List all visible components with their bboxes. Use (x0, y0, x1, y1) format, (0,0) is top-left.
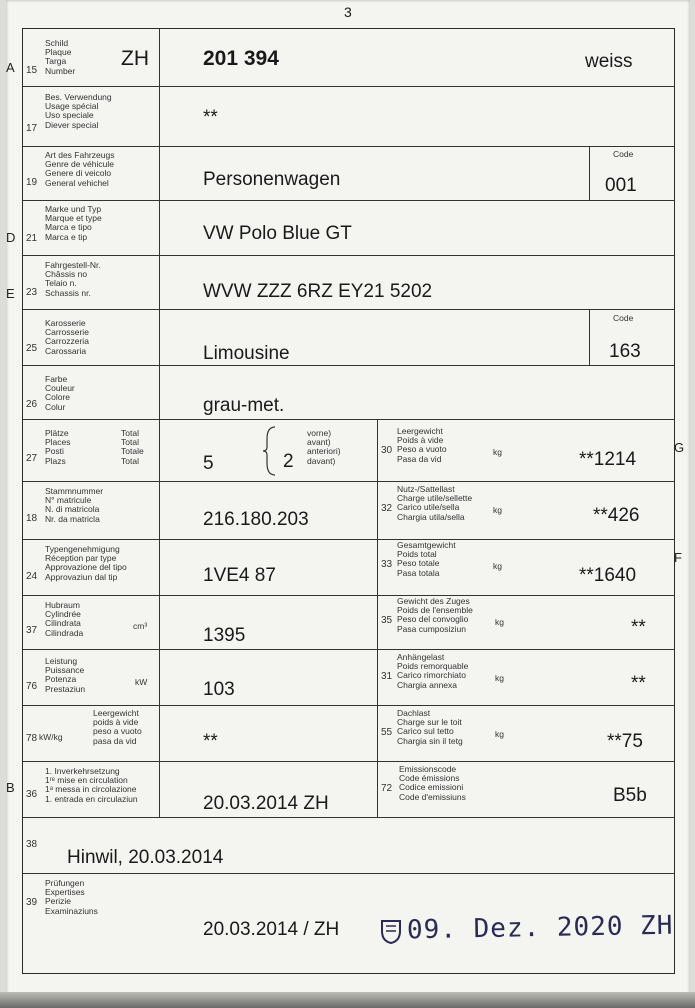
issue-place-date-value: Hinwil, 20.03.2014 (67, 847, 224, 868)
body-type-code-label: Code (613, 313, 634, 323)
field-35-label: Gewicht des Zuges Poids de l'ensemble Peso del convoglio Pasa cumposiziun (397, 596, 473, 634)
field-76-unit: kW (135, 677, 148, 687)
field-32-label: Nutz-/Sattellast Charge utile/sellette Carico utile/sella Chargia utila/sella (397, 484, 473, 522)
field-36-label: 1. Inverkehrsetzung 1ʳᵉ mise en circulation 1ᵃ messa in circolazione 1. entrada en circulaziun (45, 766, 138, 804)
seats-front-label: vorne) avant) anteriori) davant) (307, 428, 341, 466)
payload-value: **426 (593, 505, 640, 526)
color-value: grau-met. (203, 395, 285, 416)
trailer-load-value: ** (631, 673, 646, 694)
field-31-unit: kg (495, 673, 504, 683)
field-39-number: 39 (26, 897, 38, 908)
field-37-unit: cm³ (133, 621, 148, 631)
marker-d: D (6, 230, 16, 245)
plate-number: 201 394 (203, 47, 279, 70)
vehicle-type-code: 001 (605, 175, 637, 196)
field-27-label: Plätze Places Posti Plazs (45, 428, 71, 466)
field-39-label: Prüfungen Expertises Perizie Examinaziuns (45, 878, 98, 916)
field-72-label: Emissionscode Code émissions Codice emissioni Code d'emissiuns (399, 764, 466, 802)
field-25-label: Karosserie Carrosserie Carrozzeria Carossaria (45, 318, 89, 356)
field-78-label: Leergewicht poids à vide peso a vuoto pasa da vid (93, 708, 142, 746)
field-31-number: 31 (381, 671, 393, 682)
field-15-number: 15 (26, 65, 38, 76)
special-usage-value: ** (203, 107, 218, 128)
type-approval-value: 1VE4 87 (203, 565, 276, 586)
inspection-stamp-shield-icon (379, 917, 403, 945)
field-23-label: Fahrgestell-Nr. Châssis no Telaio n. Schassis nr. (45, 260, 101, 298)
plate-color: weiss (585, 51, 633, 72)
field-35-unit: kg (495, 617, 504, 627)
field-37-label: Hubraum Cylindrée Cilindrata Cilindrada (45, 600, 84, 638)
field-33-label: Gesamtgewicht Poids total Peso totale Pasa totala (397, 540, 456, 578)
vehicle-type-value: Personenwagen (203, 169, 341, 190)
field-36-number: 36 (26, 789, 38, 800)
inspection-stamp-date: 09. Dez. 2020 ZH (406, 910, 674, 946)
marker-g: G (674, 440, 685, 455)
field-26-label: Farbe Couleur Colore Colur (45, 374, 75, 412)
field-32-number: 32 (381, 503, 393, 514)
seats-total-value: 5 (203, 453, 214, 474)
field-27-number: 27 (26, 453, 38, 464)
make-model-value: VW Polo Blue GT (203, 223, 352, 244)
field-27-total-label: Total Total Totale Total (121, 428, 144, 466)
seats-front-value: 2 (283, 451, 294, 472)
registry-number-value: 216.180.203 (203, 509, 309, 530)
field-76-label: Leistung Puissance Potenza Prestaziun (45, 656, 86, 694)
marker-e: E (6, 286, 15, 301)
field-19-label: Art des Fahrzeugs Genre de véhicule Genere di veicolo General vehichel (45, 150, 115, 188)
marker-a: A (6, 60, 15, 75)
body-type-value: Limousine (203, 343, 290, 364)
field-55-unit: kg (495, 729, 504, 739)
seats-bracket (261, 425, 281, 477)
field-33-number: 33 (381, 559, 393, 570)
vehicle-type-code-label: Code (613, 149, 634, 159)
field-23-number: 23 (26, 287, 38, 298)
field-17-number: 17 (26, 123, 38, 134)
marker-f: F (674, 550, 682, 565)
field-21-number: 21 (26, 233, 38, 244)
power-weight-value: ** (203, 731, 218, 752)
field-72-number: 72 (381, 783, 393, 794)
plate-canton: ZH (121, 47, 149, 70)
page-number: 3 (344, 4, 352, 20)
form-frame (22, 28, 675, 974)
field-21-label: Marke und Typ Marque et type Marca e tipo Marca e tip (45, 204, 102, 242)
power-value: 103 (203, 679, 235, 700)
chassis-number-value: WVW ZZZ 6RZ EY21 5202 (203, 281, 433, 302)
first-registration-value: 20.03.2014 ZH (203, 793, 329, 814)
field-30-unit: kg (493, 447, 502, 457)
body-type-code: 163 (609, 341, 641, 362)
field-55-number: 55 (381, 727, 393, 738)
field-38-number: 38 (26, 839, 38, 850)
roof-load-value: **75 (607, 731, 643, 752)
field-18-number: 18 (26, 513, 38, 524)
field-24-label: Typengenehmigung Réception par type Approvazione del tipo Approvaziun dal tip (45, 544, 127, 582)
field-24-number: 24 (26, 571, 38, 582)
field-30-number: 30 (381, 445, 393, 456)
field-26-number: 26 (26, 399, 38, 410)
total-weight-value: **1640 (579, 565, 637, 586)
field-78-number: 78 (26, 733, 38, 744)
field-76-number: 76 (26, 681, 38, 692)
field-17-label: Bes. Verwendung Usage spécial Uso speciale Diever special (45, 92, 112, 130)
field-31-label: Anhängelast Poids remorquable Carico rimorchiato Chargia annexa (397, 652, 469, 690)
field-37-number: 37 (26, 625, 38, 636)
emission-code-value: B5b (613, 785, 647, 806)
empty-weight-value: **1214 (579, 449, 637, 470)
train-weight-value: ** (631, 617, 646, 638)
field-18-label: Stammnummer N° matricule N. di matricola Nr. da matricla (45, 486, 104, 524)
field-19-number: 19 (26, 177, 38, 188)
inspection-value: 20.03.2014 / ZH (203, 919, 340, 940)
field-25-number: 25 (26, 343, 38, 354)
field-35-number: 35 (381, 615, 393, 626)
marker-b: B (6, 780, 15, 795)
field-30-label: Leergewicht Poids à vide Peso a vuoto Pasa da vid (397, 426, 447, 464)
registration-document-page (6, 0, 690, 1000)
field-15-label: Schild Plaque Targa Number (45, 38, 76, 76)
field-55-label: Dachlast Charge sur le toit Carico sul tetto Chargia sin il tetg (397, 708, 463, 746)
field-32-unit: kg (493, 505, 502, 515)
field-78-unit-label: kW/kg (39, 732, 63, 742)
field-33-unit: kg (493, 561, 502, 571)
page-edge-shadow (0, 992, 695, 1008)
displacement-value: 1395 (203, 625, 246, 646)
